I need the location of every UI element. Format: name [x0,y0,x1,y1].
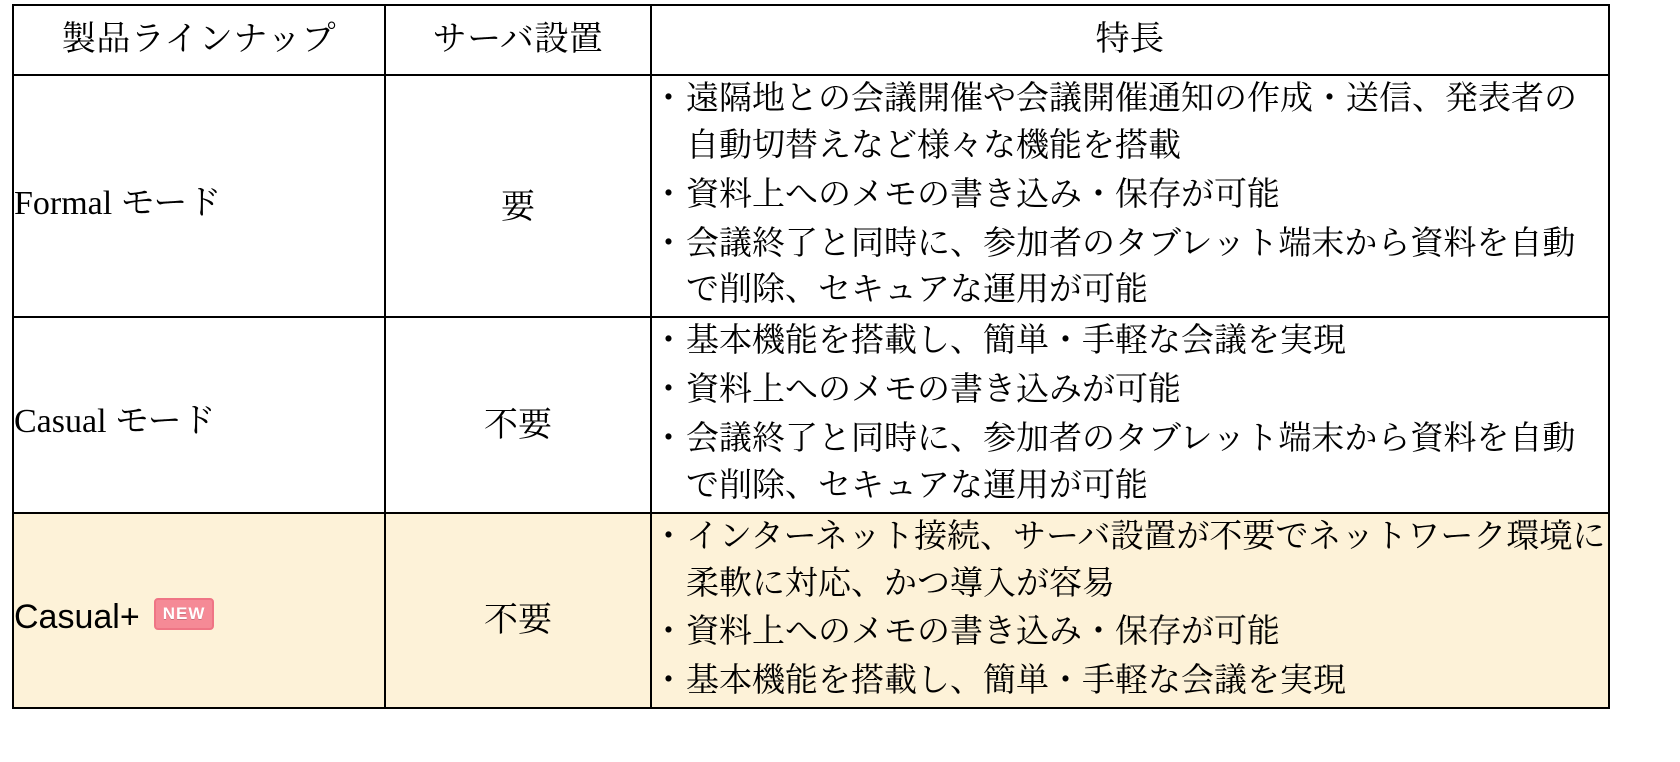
feature-item: ・ 資料上へのメモの書き込みが可能 [652,367,1608,414]
feature-item: ・ 会議終了と同時に、参加者のタブレット端末から資料を自動で削除、セキュアな運用が可能 [652,416,1608,510]
product-name-casual-plus: Casual+ [14,598,140,637]
feature-item: ・ インターネット接続、サーバ設置が不要でネットワーク環境に柔軟に対応、かつ導入が容易 [652,514,1608,608]
product-lineup-table [12,4,1610,709]
cell-product-formal [13,75,385,317]
product-name-casual: Casual モード [14,402,216,440]
feature-item: ・ 資料上へのメモの書き込み・保存が可能 [652,172,1608,219]
cell-product-casual-plus [13,513,385,708]
header-cell-product [13,5,385,75]
header-cell-server [385,5,651,75]
server-requirement-casual: 不要 [484,406,552,444]
feature-item: ・ 遠隔地との会議開催や会議開催通知の作成・送信、発表者の自動切替えなど様々な機能を搭載 [652,76,1608,170]
cell-feature-formal [651,75,1609,317]
cell-feature-casual [651,317,1609,512]
cell-product-casual [13,317,385,512]
header-label-product: 製品ラインナップ [61,21,337,59]
server-requirement-formal: 要 [501,188,535,226]
header-cell-feature [651,5,1609,75]
cell-server-casual [385,317,651,512]
table-row [13,75,1609,317]
feature-item: ・ 基本機能を搭載し、簡単・手軽な会議を実現 [652,318,1608,365]
product-name-formal: Formal モード [14,184,222,222]
table-row [13,513,1609,708]
cell-feature-casual-plus [651,513,1609,708]
header-label-feature: 特長 [1095,21,1165,59]
server-requirement-casual-plus: 不要 [484,601,552,639]
feature-item: ・ 基本機能を搭載し、簡単・手軽な会議を実現 [652,658,1608,705]
feature-list-formal [652,76,1608,314]
feature-item: ・ 資料上へのメモの書き込み・保存が可能 [652,609,1608,656]
table-header-row [13,5,1609,75]
header-label-server: サーバ設置 [432,21,604,59]
feature-list-casual [652,318,1608,509]
cell-server-formal [385,75,651,317]
table-row [13,317,1609,512]
feature-list-casual-plus [652,514,1608,705]
new-badge: NEW [154,598,215,630]
feature-item: ・ 会議終了と同時に、参加者のタブレット端末から資料を自動で削除、セキュアな運用が可能 [652,221,1608,315]
cell-server-casual-plus [385,513,651,708]
